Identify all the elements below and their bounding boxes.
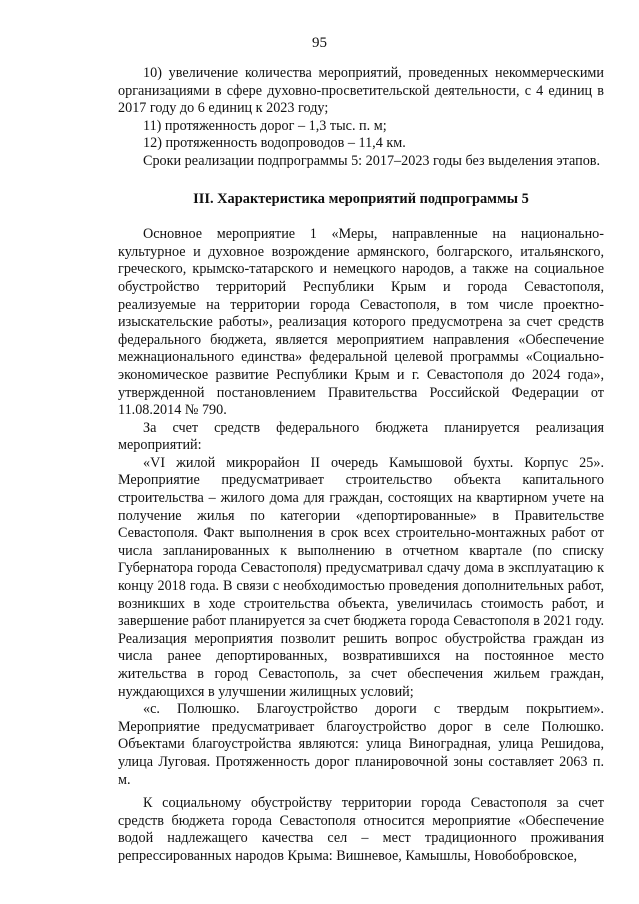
document-body <box>118 65 604 866</box>
paragraph-main-event: Основное мероприятие 1 «Меры, направленные на национально-культурное и духовное возрождение армянского, болгарского, итальянского, греческого, крымско-татарского и немецкого народов, а также на социальное обустройство территорий Республики Крым и города Севастополя, реализуемые на территории города Севастополя, в том числе проектно-изыскательские работы», реализация которого предусмотрена за счет средств федерального бюджета, является мероприятием направления «Обеспечение межнационального единства» федеральной целевой программы «Социально-экономическое развитие Республики Крым и г. Севастополя до 2024 года», утвержденной постановлением Правительства Российской Федерации от 11.08.2014 № 790. <box>118 226 604 419</box>
list-item-11: 11) протяженность дорог – 1,3 тыс. п. м; <box>143 117 387 134</box>
page-number: 95 <box>312 35 327 51</box>
list-item-10: 10) увеличение количества мероприятий, проведенных некоммерческими организациями в сфере духовно-просветительской деятельности, с 4 единиц в 2017 году до 6 единиц к 2023 году; <box>118 65 604 117</box>
implementation-deadline: Сроки реализации подпрограммы 5: 2017–2023 годы без выделения этапов. <box>143 152 601 169</box>
list-item-12: 12) протяженность водопроводов – 11,4 км. <box>143 135 406 152</box>
paragraph-microdistrict: «VI жилой микрорайон II очередь Камышовой бухты. Корпус 25». Мероприятие предусматривает строительство объекта капитального строительства – жилого дома для граждан, состоящих на квартирном учете на получение жилья по категории «депортированные» в Правительстве Севастополя. Факт выполнения в срок всех строительно-монтажных работ от числа запланированных к выполнению в отчетном квартале (по списку Губернатора города Севастополя) предусматривал сдачу дома в эксплуатацию к концу 2018 года. В связи с необходимостью проведения дополнительных работ, возникших в ходе строительства объекта, увеличилась стоимость работ, и завершение работ планируется за счет бюджета города Севастополя в 2021 году. Реализация мероприятия позволит решить вопрос обустройства граждан из числа ранее депортированных, возвратившихся на постоянное место жительства в город Севастополь, за счет обеспечения жильем граждан, нуждающихся в улучшении жилищных условий; <box>118 454 604 700</box>
paragraph-federal-intro: За счет средств федерального бюджета планируется реализация мероприятий: <box>118 419 604 454</box>
paragraph-polyushko: «с. Полюшко. Благоустройство дороги с твердым покрытием». Мероприятие предусматривает благоустройство дорог в селе Полюшко. Объектами благоустройства являются: улица Виноградная, улица Решидова, улица Луговая. Протяженность дорог планировочной зоны составляет 2063 п. м. <box>118 701 604 788</box>
section-heading: III. Характеристика мероприятий подпрограммы 5 <box>193 190 529 207</box>
paragraph-city-budget: К социальному обустройству территории города Севастополя за счет средств бюджета города Севастополя относится мероприятие «Обеспечение водой надлежащего качества сел – мест традиционного проживания репрессированных народов Крыма: Вишневое, Камышлы, Новобобровское, <box>118 795 604 864</box>
